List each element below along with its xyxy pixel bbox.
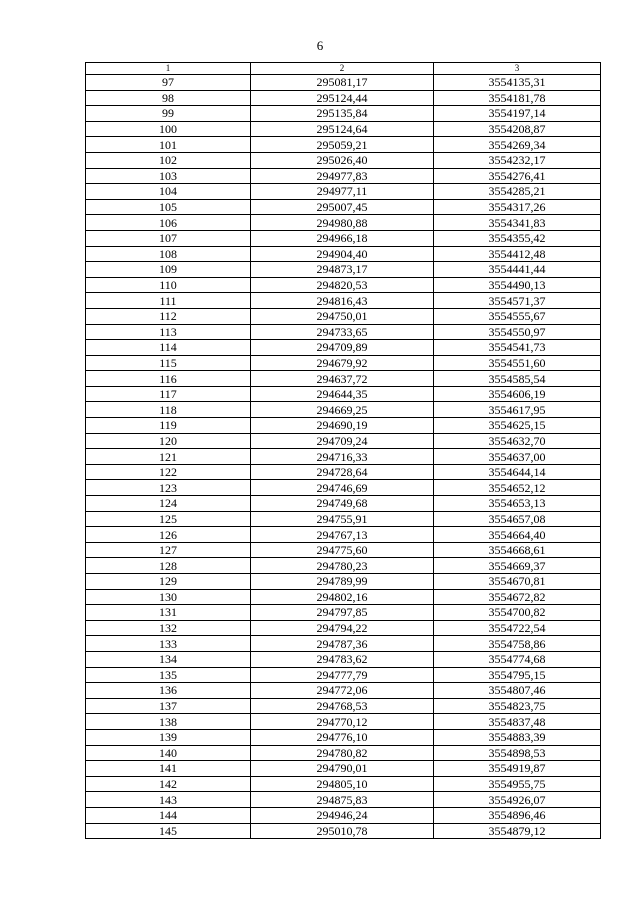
point-number-cell: 111: [86, 293, 251, 309]
x-coordinate-cell: 294789,99: [251, 574, 434, 590]
x-coordinate-cell: 294820,53: [251, 277, 434, 293]
table-row: [86, 698, 601, 714]
x-coordinate-cell: 295135,84: [251, 106, 434, 122]
x-coordinate-cell: 295010,78: [251, 823, 434, 839]
table-row: [86, 418, 601, 434]
table-row: [86, 792, 601, 808]
x-coordinate-cell: 294709,24: [251, 433, 434, 449]
point-number-cell: 120: [86, 433, 251, 449]
point-number-cell: 140: [86, 745, 251, 761]
point-number-cell: 130: [86, 589, 251, 605]
y-coordinate-cell: 3554955,75: [434, 776, 601, 792]
table-row: [86, 246, 601, 262]
x-coordinate-cell: 294709,89: [251, 340, 434, 356]
point-number-cell: 112: [86, 308, 251, 324]
y-coordinate-cell: 3554571,37: [434, 293, 601, 309]
y-coordinate-cell: 3554898,53: [434, 745, 601, 761]
table-row: [86, 714, 601, 730]
y-coordinate-cell: 3554232,17: [434, 152, 601, 168]
x-coordinate-cell: 294755,91: [251, 511, 434, 527]
table-row: [86, 527, 601, 543]
y-coordinate-cell: 3554644,14: [434, 464, 601, 480]
x-coordinate-cell: 294749,68: [251, 496, 434, 512]
point-number-cell: 125: [86, 511, 251, 527]
point-number-cell: 113: [86, 324, 251, 340]
point-number-cell: 122: [86, 464, 251, 480]
x-coordinate-cell: 295059,21: [251, 137, 434, 153]
y-coordinate-cell: 3554637,00: [434, 449, 601, 465]
point-number-cell: 118: [86, 402, 251, 418]
point-number-cell: 132: [86, 620, 251, 636]
y-coordinate-cell: 3554896,46: [434, 807, 601, 823]
x-coordinate-cell: 294780,23: [251, 558, 434, 574]
x-coordinate-cell: 294787,36: [251, 636, 434, 652]
point-number-cell: 126: [86, 527, 251, 543]
table-row: [86, 168, 601, 184]
y-coordinate-cell: 3554722,54: [434, 620, 601, 636]
point-number-cell: 143: [86, 792, 251, 808]
table-row: [86, 355, 601, 371]
point-number-cell: 123: [86, 480, 251, 496]
table-row: [86, 761, 601, 777]
y-coordinate-cell: 3554625,15: [434, 418, 601, 434]
point-number-cell: 131: [86, 605, 251, 621]
x-coordinate-cell: 295081,17: [251, 75, 434, 91]
table-row: [86, 480, 601, 496]
point-number-cell: 103: [86, 168, 251, 184]
point-number-cell: 115: [86, 355, 251, 371]
y-coordinate-cell: 3554758,86: [434, 636, 601, 652]
point-number-cell: 100: [86, 121, 251, 137]
point-number-cell: 141: [86, 761, 251, 777]
point-number-cell: 97: [86, 75, 251, 91]
point-number-cell: 124: [86, 496, 251, 512]
table-row: [86, 324, 601, 340]
y-coordinate-cell: 3554700,82: [434, 605, 601, 621]
table-header: [86, 63, 601, 75]
x-coordinate-cell: 294790,01: [251, 761, 434, 777]
y-coordinate-cell: 3554276,41: [434, 168, 601, 184]
y-coordinate-cell: 3554550,97: [434, 324, 601, 340]
x-coordinate-cell: 294805,10: [251, 776, 434, 792]
table-row: [86, 308, 601, 324]
point-number-cell: 114: [86, 340, 251, 356]
x-coordinate-cell: 294875,83: [251, 792, 434, 808]
y-coordinate-cell: 3554412,48: [434, 246, 601, 262]
x-coordinate-cell: 294637,72: [251, 371, 434, 387]
table-row: [86, 371, 601, 387]
x-coordinate-cell: 295124,64: [251, 121, 434, 137]
table-row: [86, 558, 601, 574]
point-number-cell: 116: [86, 371, 251, 387]
column-header-1: 1: [86, 63, 251, 75]
x-coordinate-cell: 294777,79: [251, 667, 434, 683]
y-coordinate-cell: 3554926,07: [434, 792, 601, 808]
point-number-cell: 107: [86, 230, 251, 246]
x-coordinate-cell: 294775,60: [251, 542, 434, 558]
x-coordinate-cell: 294768,53: [251, 698, 434, 714]
y-coordinate-cell: 3554269,34: [434, 137, 601, 153]
point-number-cell: 129: [86, 574, 251, 590]
x-coordinate-cell: 294977,83: [251, 168, 434, 184]
y-coordinate-cell: 3554135,31: [434, 75, 601, 91]
y-coordinate-cell: 3554652,12: [434, 480, 601, 496]
x-coordinate-cell: 294679,92: [251, 355, 434, 371]
point-number-cell: 135: [86, 667, 251, 683]
x-coordinate-cell: 294873,17: [251, 262, 434, 278]
x-coordinate-cell: 294728,64: [251, 464, 434, 480]
table-row: [86, 729, 601, 745]
table-row: [86, 184, 601, 200]
point-number-cell: 102: [86, 152, 251, 168]
table-row: [86, 667, 601, 683]
y-coordinate-cell: 3554585,54: [434, 371, 601, 387]
table-row: [86, 340, 601, 356]
point-number-cell: 110: [86, 277, 251, 293]
table-row: [86, 683, 601, 699]
table-row: [86, 293, 601, 309]
point-number-cell: 119: [86, 418, 251, 434]
y-coordinate-cell: 3554441,44: [434, 262, 601, 278]
y-coordinate-cell: 3554879,12: [434, 823, 601, 839]
x-coordinate-cell: 294797,85: [251, 605, 434, 621]
y-coordinate-cell: 3554670,81: [434, 574, 601, 590]
page-number: 6: [316, 38, 324, 53]
table-row: [86, 651, 601, 667]
point-number-cell: 108: [86, 246, 251, 262]
point-number-cell: 105: [86, 199, 251, 215]
table-row: [86, 137, 601, 153]
table-row: [86, 152, 601, 168]
y-coordinate-cell: 3554669,37: [434, 558, 601, 574]
point-number-cell: 133: [86, 636, 251, 652]
y-coordinate-cell: 3554823,75: [434, 698, 601, 714]
table-row: [86, 807, 601, 823]
y-coordinate-cell: 3554668,61: [434, 542, 601, 558]
x-coordinate-cell: 294716,33: [251, 449, 434, 465]
table-row: [86, 511, 601, 527]
point-number-cell: 137: [86, 698, 251, 714]
y-coordinate-cell: 3554555,67: [434, 308, 601, 324]
table-row: [86, 230, 601, 246]
y-coordinate-cell: 3554807,46: [434, 683, 601, 699]
table-row: [86, 589, 601, 605]
x-coordinate-cell: 295007,45: [251, 199, 434, 215]
y-coordinate-cell: 3554355,42: [434, 230, 601, 246]
x-coordinate-cell: 294746,69: [251, 480, 434, 496]
table-row: [86, 199, 601, 215]
x-coordinate-cell: 294977,11: [251, 184, 434, 200]
y-coordinate-cell: 3554837,48: [434, 714, 601, 730]
x-coordinate-cell: 294750,01: [251, 308, 434, 324]
x-coordinate-cell: 294767,13: [251, 527, 434, 543]
table-row: [86, 745, 601, 761]
y-coordinate-cell: 3554632,70: [434, 433, 601, 449]
point-number-cell: 145: [86, 823, 251, 839]
x-coordinate-cell: 294966,18: [251, 230, 434, 246]
x-coordinate-cell: 294644,35: [251, 386, 434, 402]
x-coordinate-cell: 294816,43: [251, 293, 434, 309]
table-row: [86, 106, 601, 122]
column-header-3: 3: [434, 63, 601, 75]
y-coordinate-cell: 3554919,87: [434, 761, 601, 777]
table-row: [86, 277, 601, 293]
column-header-2: 2: [251, 63, 434, 75]
y-coordinate-cell: 3554664,40: [434, 527, 601, 543]
table-row: [86, 776, 601, 792]
point-number-cell: 117: [86, 386, 251, 402]
x-coordinate-cell: 294904,40: [251, 246, 434, 262]
x-coordinate-cell: 294776,10: [251, 729, 434, 745]
x-coordinate-cell: 294783,62: [251, 651, 434, 667]
point-number-cell: 136: [86, 683, 251, 699]
table-row: [86, 75, 601, 91]
table-body: [86, 75, 601, 839]
x-coordinate-cell: 295026,40: [251, 152, 434, 168]
y-coordinate-cell: 3554883,39: [434, 729, 601, 745]
point-number-cell: 98: [86, 90, 251, 106]
x-coordinate-cell: 294946,24: [251, 807, 434, 823]
y-coordinate-cell: 3554208,87: [434, 121, 601, 137]
header-row: [86, 63, 601, 75]
y-coordinate-cell: 3554541,73: [434, 340, 601, 356]
coordinates-table: [85, 62, 601, 839]
y-coordinate-cell: 3554617,95: [434, 402, 601, 418]
y-coordinate-cell: 3554653,13: [434, 496, 601, 512]
y-coordinate-cell: 3554341,83: [434, 215, 601, 231]
y-coordinate-cell: 3554181,78: [434, 90, 601, 106]
table-row: [86, 636, 601, 652]
x-coordinate-cell: 294772,06: [251, 683, 434, 699]
y-coordinate-cell: 3554657,08: [434, 511, 601, 527]
x-coordinate-cell: 294980,88: [251, 215, 434, 231]
table-row: [86, 574, 601, 590]
table-row: [86, 542, 601, 558]
table-row: [86, 620, 601, 636]
y-coordinate-cell: 3554197,14: [434, 106, 601, 122]
point-number-cell: 128: [86, 558, 251, 574]
point-number-cell: 109: [86, 262, 251, 278]
y-coordinate-cell: 3554317,26: [434, 199, 601, 215]
x-coordinate-cell: 294733,65: [251, 324, 434, 340]
y-coordinate-cell: 3554795,15: [434, 667, 601, 683]
point-number-cell: 144: [86, 807, 251, 823]
y-coordinate-cell: 3554285,21: [434, 184, 601, 200]
point-number-cell: 127: [86, 542, 251, 558]
table-row: [86, 464, 601, 480]
y-coordinate-cell: 3554490,13: [434, 277, 601, 293]
table-row: [86, 386, 601, 402]
x-coordinate-cell: 294802,16: [251, 589, 434, 605]
table-row: [86, 262, 601, 278]
y-coordinate-cell: 3554551,60: [434, 355, 601, 371]
table-row: [86, 402, 601, 418]
point-number-cell: 106: [86, 215, 251, 231]
y-coordinate-cell: 3554606,19: [434, 386, 601, 402]
table-row: [86, 433, 601, 449]
x-coordinate-cell: 294669,25: [251, 402, 434, 418]
point-number-cell: 134: [86, 651, 251, 667]
table-row: [86, 90, 601, 106]
table-row: [86, 823, 601, 839]
point-number-cell: 138: [86, 714, 251, 730]
y-coordinate-cell: 3554774,68: [434, 651, 601, 667]
table-row: [86, 449, 601, 465]
point-number-cell: 142: [86, 776, 251, 792]
table-row: [86, 605, 601, 621]
table-row: [86, 496, 601, 512]
x-coordinate-cell: 294690,19: [251, 418, 434, 434]
point-number-cell: 101: [86, 137, 251, 153]
point-number-cell: 139: [86, 729, 251, 745]
y-coordinate-cell: 3554672,82: [434, 589, 601, 605]
x-coordinate-cell: 294794,22: [251, 620, 434, 636]
table-row: [86, 215, 601, 231]
point-number-cell: 99: [86, 106, 251, 122]
table-row: [86, 121, 601, 137]
x-coordinate-cell: 294780,82: [251, 745, 434, 761]
x-coordinate-cell: 295124,44: [251, 90, 434, 106]
point-number-cell: 104: [86, 184, 251, 200]
point-number-cell: 121: [86, 449, 251, 465]
x-coordinate-cell: 294770,12: [251, 714, 434, 730]
